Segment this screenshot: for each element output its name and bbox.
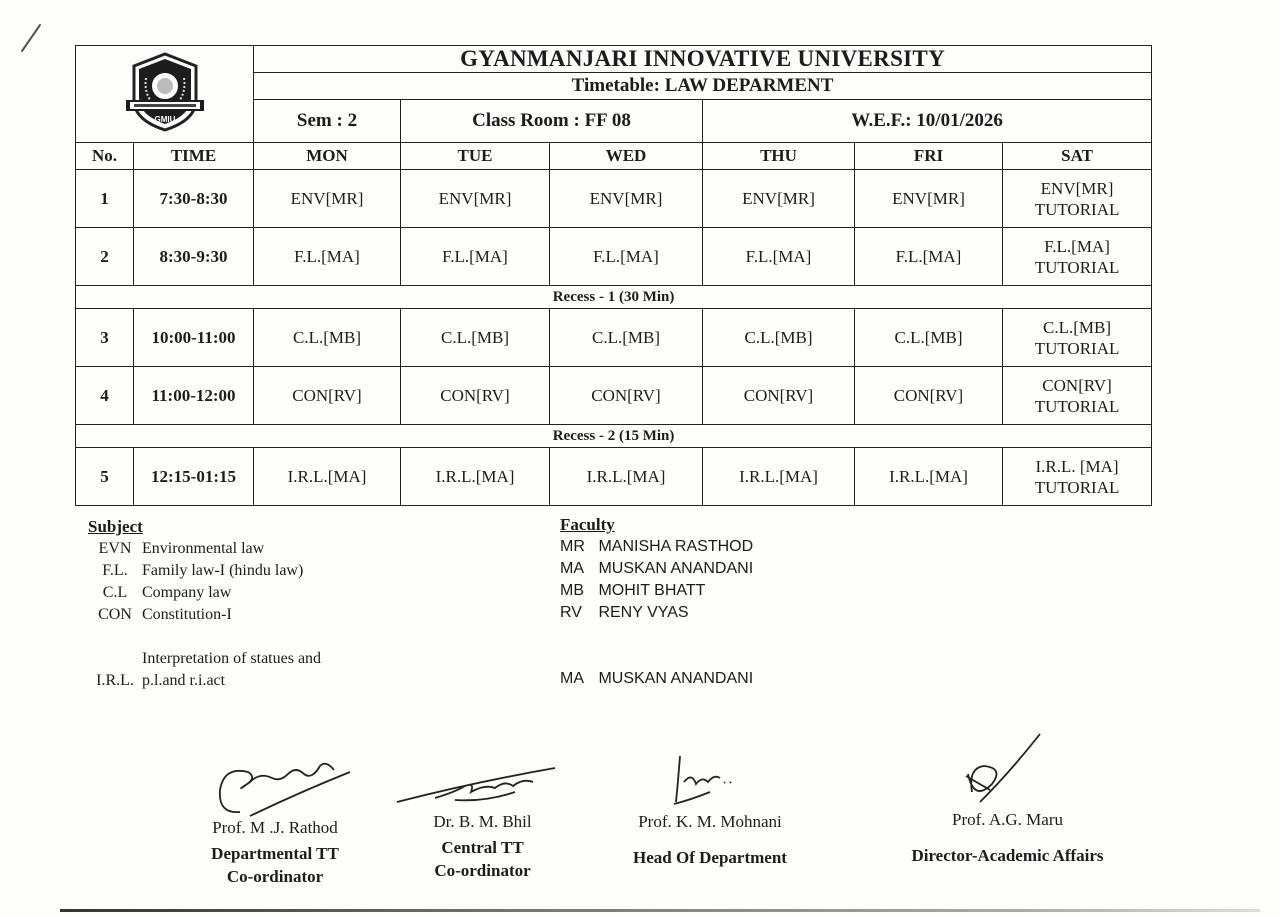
table-row	[76, 367, 1152, 425]
column-header: THU	[703, 143, 855, 170]
faculty-name: MOHIT BHATT	[598, 582, 706, 599]
lecture-cell: CON[RV]	[254, 367, 401, 425]
subject-abbr: F.L.	[102, 562, 128, 579]
signature-icon	[650, 752, 740, 812]
signatory-role	[195, 842, 355, 888]
tutorial-label: TUTORIAL	[1034, 199, 1120, 219]
signatory-name: Prof. K. M. Mohnani	[638, 812, 782, 831]
signatory-role-line1: Director-Academic Affairs	[911, 846, 1104, 865]
recess-label: Recess - 1 (30 Min)	[76, 286, 1152, 309]
signatory-role	[405, 836, 560, 882]
slot-number: 1	[76, 170, 134, 228]
subject-name-line2: p.l.and r.i.act	[142, 672, 226, 689]
lecture-cell: C.L.[MB]	[254, 309, 401, 367]
lecture-cell: F.L.[MA]	[703, 228, 855, 286]
subject-name: Constitution-I	[142, 606, 232, 623]
subject-abbr: C.L	[102, 584, 128, 601]
subject-legend-heading: Subject	[88, 517, 143, 536]
signatory-name: Prof. A.G. Maru	[952, 810, 1063, 829]
table-row	[76, 448, 1152, 506]
tutorial-subject: CON[RV]	[1042, 375, 1112, 395]
lecture-cell: CON[RV]	[550, 367, 703, 425]
classroom-label: Class Room : FF 08	[401, 100, 703, 143]
lecture-cell: ENV[MR]	[703, 170, 855, 228]
signature-icon	[940, 732, 1050, 812]
tutorial-label: TUTORIAL	[1034, 396, 1120, 416]
faculty-abbr: MA	[560, 670, 584, 687]
saturday-tutorial-cell	[1003, 448, 1152, 506]
lecture-cell: I.R.L.[MA]	[550, 448, 703, 506]
slot-number: 5	[76, 448, 134, 506]
signatory-head-of-department	[620, 812, 800, 869]
subject-legend	[88, 516, 321, 692]
pen-stroke-mark	[18, 22, 44, 54]
subject-name-line1: Interpretation of statues and	[142, 650, 322, 667]
subject-item	[88, 538, 321, 560]
tutorial-subject: F.L.[MA]	[1044, 236, 1110, 256]
signatory-role	[620, 846, 800, 869]
saturday-tutorial-cell	[1003, 170, 1152, 228]
slot-number: 2	[76, 228, 134, 286]
signatory-role-line1: Head Of Department	[633, 848, 787, 867]
timetable	[75, 45, 1152, 506]
faculty-abbr: MB	[560, 582, 584, 599]
signatory-role-line2: Co-ordinator	[226, 867, 324, 886]
saturday-tutorial-cell	[1003, 309, 1152, 367]
faculty-abbr: MR	[560, 538, 585, 555]
faculty-abbr: RV	[560, 604, 582, 621]
signatory-role-line2: Co-ordinator	[434, 861, 531, 880]
recess-row	[76, 425, 1152, 448]
lecture-cell: I.R.L.[MA]	[703, 448, 855, 506]
lecture-cell: I.R.L.[MA]	[855, 448, 1003, 506]
lecture-cell: ENV[MR]	[401, 170, 550, 228]
slot-time: 12:15-01:15	[134, 448, 254, 506]
lecture-cell: C.L.[MB]	[855, 309, 1003, 367]
signatory-name: Dr. B. M. Bhil	[433, 812, 532, 831]
svg-text:GMIU: GMIU	[154, 114, 175, 124]
lecture-cell: CON[RV]	[855, 367, 1003, 425]
subject-abbr: EVN	[98, 540, 132, 557]
table-row	[76, 170, 1152, 228]
department-timetable-label: Timetable: LAW DEPARMENT	[254, 73, 1152, 100]
subject-abbr: CON	[98, 606, 132, 623]
signature-icon	[200, 752, 360, 822]
faculty-item	[560, 602, 753, 624]
subject-name: Environmental law	[142, 540, 265, 557]
saturday-tutorial-cell	[1003, 228, 1152, 286]
subject-item	[88, 604, 321, 626]
column-header: MON	[254, 143, 401, 170]
signatory-dept-tt-coordinator	[195, 818, 355, 888]
tutorial-label: TUTORIAL	[1034, 338, 1120, 358]
semester-label: Sem : 2	[254, 100, 401, 143]
lecture-cell: I.R.L.[MA]	[254, 448, 401, 506]
faculty-name: MUSKAN ANANDANI	[598, 560, 754, 577]
slot-time: 11:00-12:00	[134, 367, 254, 425]
university-title: GYANMANJARI INNOVATIVE UNIVERSITY	[254, 46, 1152, 73]
lecture-cell: C.L.[MB]	[401, 309, 550, 367]
column-header: TIME	[134, 143, 254, 170]
slot-time: 10:00-11:00	[134, 309, 254, 367]
column-header: No.	[76, 143, 134, 170]
tutorial-subject: I.R.L. [MA]	[1035, 456, 1119, 476]
saturday-tutorial-cell	[1003, 367, 1152, 425]
university-logo-icon	[120, 50, 210, 134]
subject-abbr: I.R.L.	[96, 672, 134, 689]
lecture-cell: I.R.L.[MA]	[401, 448, 550, 506]
signatory-role	[900, 844, 1115, 867]
column-header: FRI	[855, 143, 1003, 170]
signatory-central-tt-coordinator	[405, 812, 560, 882]
recess-label: Recess - 2 (15 Min)	[76, 425, 1152, 448]
column-header: SAT	[1003, 143, 1152, 170]
recess-row	[76, 286, 1152, 309]
subject-item	[88, 560, 321, 582]
tutorial-subject: ENV[MR]	[1040, 178, 1114, 198]
faculty-legend	[560, 514, 753, 690]
lecture-cell: CON[RV]	[401, 367, 550, 425]
tutorial-label: TUTORIAL	[1034, 477, 1120, 497]
signatory-director-academic-affairs	[900, 810, 1115, 867]
slot-time: 7:30-8:30	[134, 170, 254, 228]
slot-number: 3	[76, 309, 134, 367]
faculty-item	[560, 558, 753, 580]
faculty-name: MUSKAN ANANDANI	[598, 670, 754, 687]
page-bottom-edge	[60, 909, 1260, 912]
subject-item	[88, 648, 321, 670]
faculty-name: RENY VYAS	[598, 604, 689, 621]
lecture-cell: ENV[MR]	[254, 170, 401, 228]
signatory-role-line1: Departmental TT	[211, 844, 339, 863]
subject-item	[88, 582, 321, 604]
tutorial-label: TUTORIAL	[1034, 257, 1120, 277]
faculty-item	[560, 668, 753, 690]
subject-name: Family law-I (hindu law)	[142, 562, 304, 579]
lecture-cell: F.L.[MA]	[254, 228, 401, 286]
faculty-abbr: MA	[560, 560, 584, 577]
faculty-name: MANISHA RASTHOD	[598, 538, 754, 555]
signatory-name: Prof. M .J. Rathod	[212, 818, 338, 837]
lecture-cell: ENV[MR]	[855, 170, 1003, 228]
wef-date-label: W.E.F.: 10/01/2026	[703, 100, 1152, 143]
table-row	[76, 228, 1152, 286]
lecture-cell: CON[RV]	[703, 367, 855, 425]
university-logo-cell	[76, 46, 254, 143]
slot-time: 8:30-9:30	[134, 228, 254, 286]
table-row	[76, 309, 1152, 367]
column-header: WED	[550, 143, 703, 170]
lecture-cell: ENV[MR]	[550, 170, 703, 228]
faculty-item	[560, 580, 753, 602]
column-header: TUE	[401, 143, 550, 170]
lecture-cell: F.L.[MA]	[401, 228, 550, 286]
subject-item	[88, 670, 321, 692]
faculty-item	[560, 536, 753, 558]
faculty-legend-heading: Faculty	[560, 515, 615, 534]
lecture-cell: F.L.[MA]	[855, 228, 1003, 286]
lecture-cell: C.L.[MB]	[550, 309, 703, 367]
subject-name: Company law	[142, 584, 232, 601]
column-header-row	[76, 143, 1152, 170]
signatory-role-line1: Central TT	[441, 838, 524, 857]
lecture-cell: F.L.[MA]	[550, 228, 703, 286]
tutorial-subject: C.L.[MB]	[1043, 317, 1112, 337]
lecture-cell: C.L.[MB]	[703, 309, 855, 367]
slot-number: 4	[76, 367, 134, 425]
signature-icon	[395, 762, 565, 812]
